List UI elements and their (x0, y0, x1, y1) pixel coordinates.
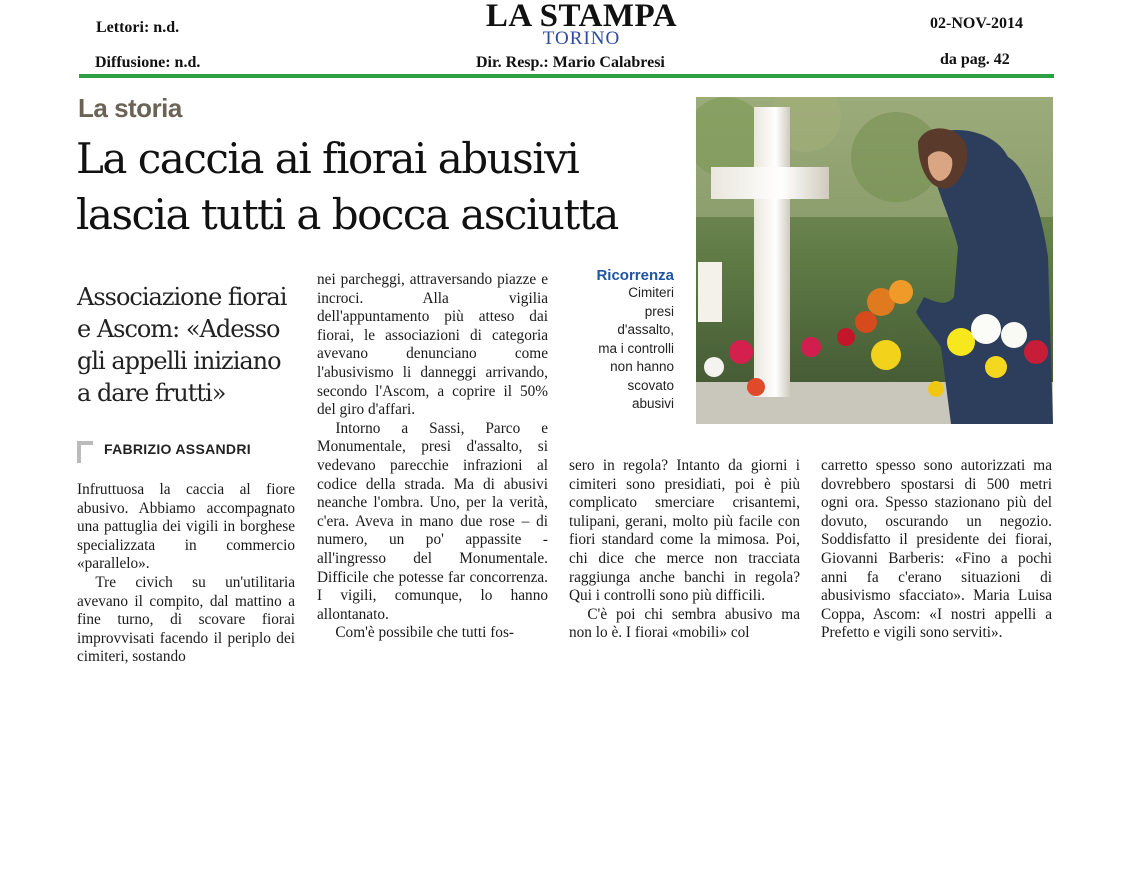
article-column-1 (77, 481, 295, 667)
headline-line-1: La caccia ai fiorai abusivi (76, 134, 579, 183)
headline-line-2: lascia tutti a bocca asciutta (76, 190, 618, 239)
paragraph: C'è poi chi sembra abusivo ma non lo è. I fiorai «mobili» col (569, 605, 800, 642)
photo-caption (580, 267, 674, 414)
logo-city: TORINO (542, 28, 621, 49)
subhead-line: gli appelli iniziano (77, 347, 281, 375)
director-label: Dir. Resp.: Mario Calabresi (476, 54, 665, 71)
caption-line: abusivi (631, 396, 674, 411)
cemetery-photo (696, 97, 1053, 424)
article-subhead (77, 281, 302, 409)
caption-line: ma i controlli (598, 340, 674, 356)
paragraph: Tre civich su un'utilitaria avevano il compito, dal mattino a fine turno, di scovare fiorai improvvisati facendo il periplo dei cimiteri, sostando (77, 573, 295, 666)
distribution-label: Diffusione: n.d. (95, 54, 201, 71)
article-column-3 (569, 457, 800, 643)
caption-line: non hanno (610, 359, 674, 374)
page-reference: da pag. 42 (940, 51, 1010, 68)
subhead-line: Associazione fiorai (77, 283, 287, 311)
article-kicker: La storia (78, 93, 182, 123)
caption-title: Ricorrenza (596, 267, 674, 284)
readers-label: Lettori: n.d. (96, 19, 180, 36)
article-byline: FABRIZIO ASSANDRI (104, 441, 251, 457)
logo-title: LA STAMPA (485, 0, 678, 34)
paragraph: sero in regola? Intanto da giorni i cimiteri sono presidiati, poi è più complicato smerciare crisantemi, tulipani, gerani, molto più facile con fiori standard come la mimosa. Poi, chi dice che merce non tracciata raggiunga anche banchi in regola? Qui i controlli sono più difficili. (569, 457, 800, 605)
byline-mark-icon (77, 441, 93, 463)
article-column-2 (317, 271, 548, 643)
paragraph: carretto spesso sono autorizzati ma dovrebbero spostarsi di 500 metri ogni ora. Spesso stazionano più del dovuto, oscurando un negozio. Soddisfatto il presidente dei fiorai, Giovanni Barberis: «Fino a pochi anni fa c'erano situazioni di abusivismo sfacciato». Maria Luisa Coppa, Ascom: «I nostri appelli a Prefetto e vigili sono serviti». (821, 457, 1052, 642)
article-headline (76, 131, 636, 243)
subhead-line: e Ascom: «Adesso (77, 315, 280, 343)
paragraph: Intorno a Sassi, Parco e Monumentale, presi d'assalto, si vedevano parecchie infrazioni al codice della strada. Ma di abusivi neanche l'ombra. Uno, per la verità, c'era. Aveva in mano due rose – di numero, un po' appassite - all'ingresso del Monumentale. Difficile che potesse far concorrenza. I vigili, comunque, lo hanno allontanato. (317, 419, 548, 623)
caption-line: scovato (627, 377, 674, 393)
subhead-line: a dare frutti» (77, 379, 226, 407)
paragraph: nei parcheggi, attraversando piazze e incroci. Alla vigilia dell'appuntamento più atteso dai fiorai, le associazioni di categoria avevano denunciano come l'abusivismo li danneggi arrivando, secondo l'Ascom, a coprire il 50% del giro d'affari. (317, 271, 548, 419)
article-column-4 (821, 457, 1052, 643)
paragraph: Com'è possibile che tutti fos- (335, 624, 515, 642)
issue-date: 02-NOV-2014 (930, 15, 1024, 32)
caption-line: Cimiteri (628, 285, 674, 300)
masthead-logo (474, 0, 689, 48)
caption-line: presi (644, 303, 674, 319)
header-rule (79, 74, 1054, 78)
cemetery-photo-image (696, 97, 1053, 424)
caption-body (580, 284, 674, 414)
paragraph: Infruttuosa la caccia al fiore abusivo. Abbiamo accompagnato una pattuglia dei vigili in borghese specializzata in commercio «parallelo». (77, 481, 295, 573)
caption-line: d'assalto, (617, 322, 674, 337)
